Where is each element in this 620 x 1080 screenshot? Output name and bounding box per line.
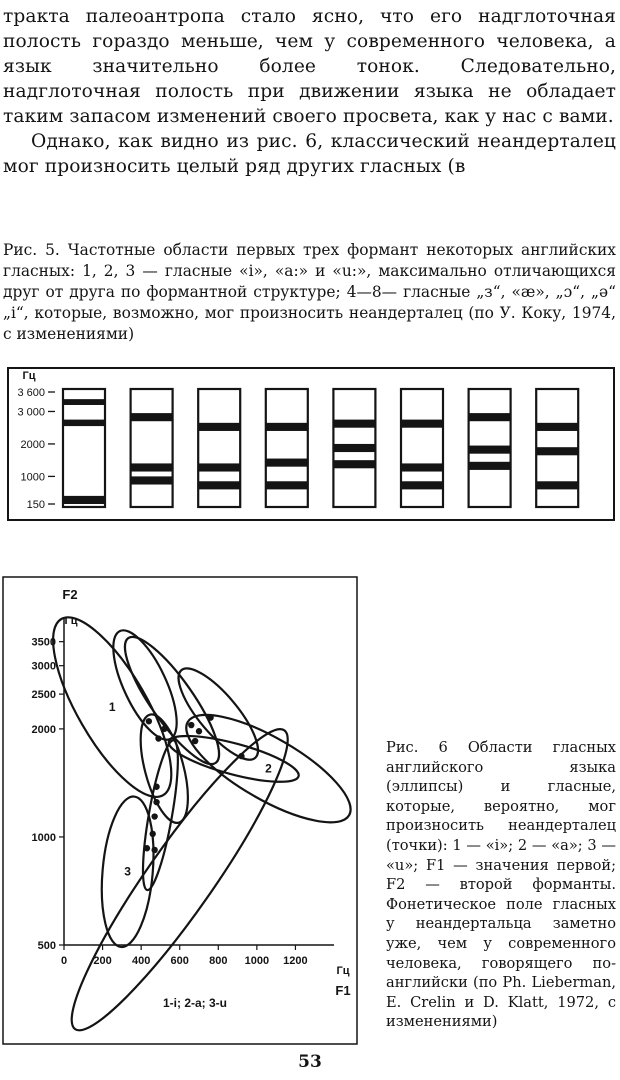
body-paragraph-1: тракта палеоантропа стало ясно, что его надглоточная полость гораздо меньше, чем у современного человека, а язык значительно более тонок. Следовательно, надглоточная полость при движении языка не обладает таким запасом изменений своего просвета, как у нас с вами. — [3, 6, 616, 127]
figure-5-formant-band — [333, 460, 375, 468]
figure-5-formant-band — [266, 481, 308, 489]
figure-6-x-title: F1 — [335, 983, 351, 998]
figure-6-x-unit: Гц — [336, 965, 350, 977]
figure-6-region-label: 1 — [108, 700, 116, 715]
figure-6-region-label: 3 — [124, 864, 131, 879]
figure-6-caption: Рис. 6 Области гласных английского языка (эллипсы) и гласные, которые, вероятно, мог произносить неандерталец (точки): 1 — «i»; 2 — «a»; 3 — «u»; F1 — значения первой; F2 — второй форманты. Фонетическое поле гласных у неандертальца заметно уже, чем у современного человека, говорящего по-английски (по Ph. Lieberman, E. Crelin и D. Klatt, 1972, с изменениями) — [386, 739, 616, 1031]
figure-6-x-tick-label: 400 — [131, 955, 151, 967]
figure-5-formant-band — [131, 476, 173, 484]
figure-5-formant-chart — [0, 362, 620, 552]
figure-5-caption: Рис. 5. Частотные области первых трех формант некоторых английских гласных: 1, 2, 3 — гласные «i», «a:» и «u:», максимально отличающихся друг от друга по формантной структуре; 4—8— гласные „з“, «æ», „ɔ“, „ə“ „i“, которые, возможно, мог произносить неандерталец (по У. Коку, 1974, с изменениями) — [3, 241, 616, 343]
figure-5-tick-label: 3 000 — [17, 406, 45, 419]
figure-6-neanderthal-point — [153, 799, 159, 805]
figure-6-neanderthal-point — [188, 722, 194, 728]
figure-5-formant-band — [401, 463, 443, 471]
figure-5-column — [401, 389, 443, 507]
figure-5-tick-label: 150 — [26, 499, 45, 511]
figure-5-column — [131, 389, 173, 507]
figure-6-neanderthal-point — [150, 831, 156, 837]
figure-6-x-tick-label: 0 — [60, 955, 68, 967]
figure-6-frame — [3, 577, 357, 1044]
figure-5-formant-band — [333, 420, 375, 428]
figure-5-formant-band — [63, 496, 105, 504]
figure-6-x-tick-label: 800 — [209, 955, 228, 967]
figure-6-neanderthal-point — [146, 718, 152, 724]
figure-6-y-unit: Гц — [64, 615, 78, 627]
figure-5-column — [333, 389, 375, 507]
figure-5-formant-band — [131, 463, 173, 471]
figure-5-column — [198, 389, 240, 507]
figure-6-vowel-chart — [0, 575, 380, 1050]
figure-5-formant-band — [536, 423, 578, 431]
figure-5-column — [266, 389, 308, 507]
figure-5-axis-unit: Гц — [22, 370, 36, 382]
figure-5-column — [536, 389, 578, 507]
figure-6-neanderthal-point — [151, 813, 157, 819]
figure-5-formant-band — [469, 462, 511, 470]
figure-6-y-title: F2 — [62, 587, 78, 602]
figure-6-neanderthal-point — [196, 728, 202, 734]
figure-6-neanderthal-point — [192, 738, 198, 744]
figure-5-formant-band — [131, 413, 173, 421]
figure-5-formant-band — [469, 446, 511, 454]
figure-6-neanderthal-point — [238, 753, 244, 759]
figure-5-tick-label: 3 600 — [17, 387, 45, 399]
figure-5-column — [63, 389, 105, 507]
figure-6-y-tick-label: 500 — [37, 940, 56, 952]
figure-6-neanderthal-point — [161, 726, 167, 732]
figure-5-formant-band — [469, 413, 511, 421]
figure-6-y-tick-label: 2000 — [31, 723, 56, 736]
figure-5-formant-band — [333, 444, 375, 452]
figure-5-formant-band — [401, 420, 443, 428]
figure-5-column — [469, 389, 511, 507]
figure-6-y-tick-label: 1000 — [31, 831, 56, 844]
figure-5-formant-band — [536, 481, 578, 489]
figure-6-neanderthal-point — [153, 784, 159, 790]
figure-5-tick-label: 1000 — [20, 471, 45, 484]
figure-6-region-label: 2 — [265, 761, 272, 776]
figure-6-neanderthal-point — [144, 845, 150, 851]
figure-6-y-tick-label: 3500 — [31, 636, 56, 649]
figure-5-formant-band — [266, 423, 308, 431]
figure-5-column-outline — [131, 389, 173, 507]
figure-6-x-tick-label: 600 — [170, 955, 189, 967]
figure-6-x-tick-label: 200 — [93, 955, 112, 967]
figure-5-tick-label: 2000 — [20, 438, 45, 451]
page-number: 53 — [298, 1052, 322, 1072]
figure-6-vowel-ellipse — [165, 727, 303, 792]
figure-6-neanderthal-point — [155, 735, 161, 741]
figure-5-formant-band — [198, 481, 240, 489]
figure-5-formant-band — [198, 463, 240, 471]
figure-5-column-outline — [63, 389, 105, 507]
figure-6-legend: 1-i; 2-a; 3-u — [162, 996, 228, 1010]
figure-5-formant-band — [536, 447, 578, 455]
figure-6-neanderthal-point — [207, 714, 213, 720]
body-paragraph-2: Однако, как видно из рис. 6, классический неандерталец мог произносить целый ряд других гласных (в — [3, 131, 616, 177]
figure-5-formant-band — [63, 399, 105, 405]
figure-5-formant-band — [266, 459, 308, 467]
figure-5-formant-band — [401, 481, 443, 489]
figure-6-y-tick-label: 2500 — [31, 689, 56, 702]
figure-5-formant-band — [63, 420, 105, 426]
figure-6-x-tick-label: 1000 — [244, 955, 270, 967]
figure-6-y-tick-label: 3000 — [31, 660, 56, 673]
figure-6-x-tick-label: 1200 — [283, 955, 308, 967]
figure-6-neanderthal-point — [151, 847, 157, 853]
figure-5-formant-band — [198, 423, 240, 431]
